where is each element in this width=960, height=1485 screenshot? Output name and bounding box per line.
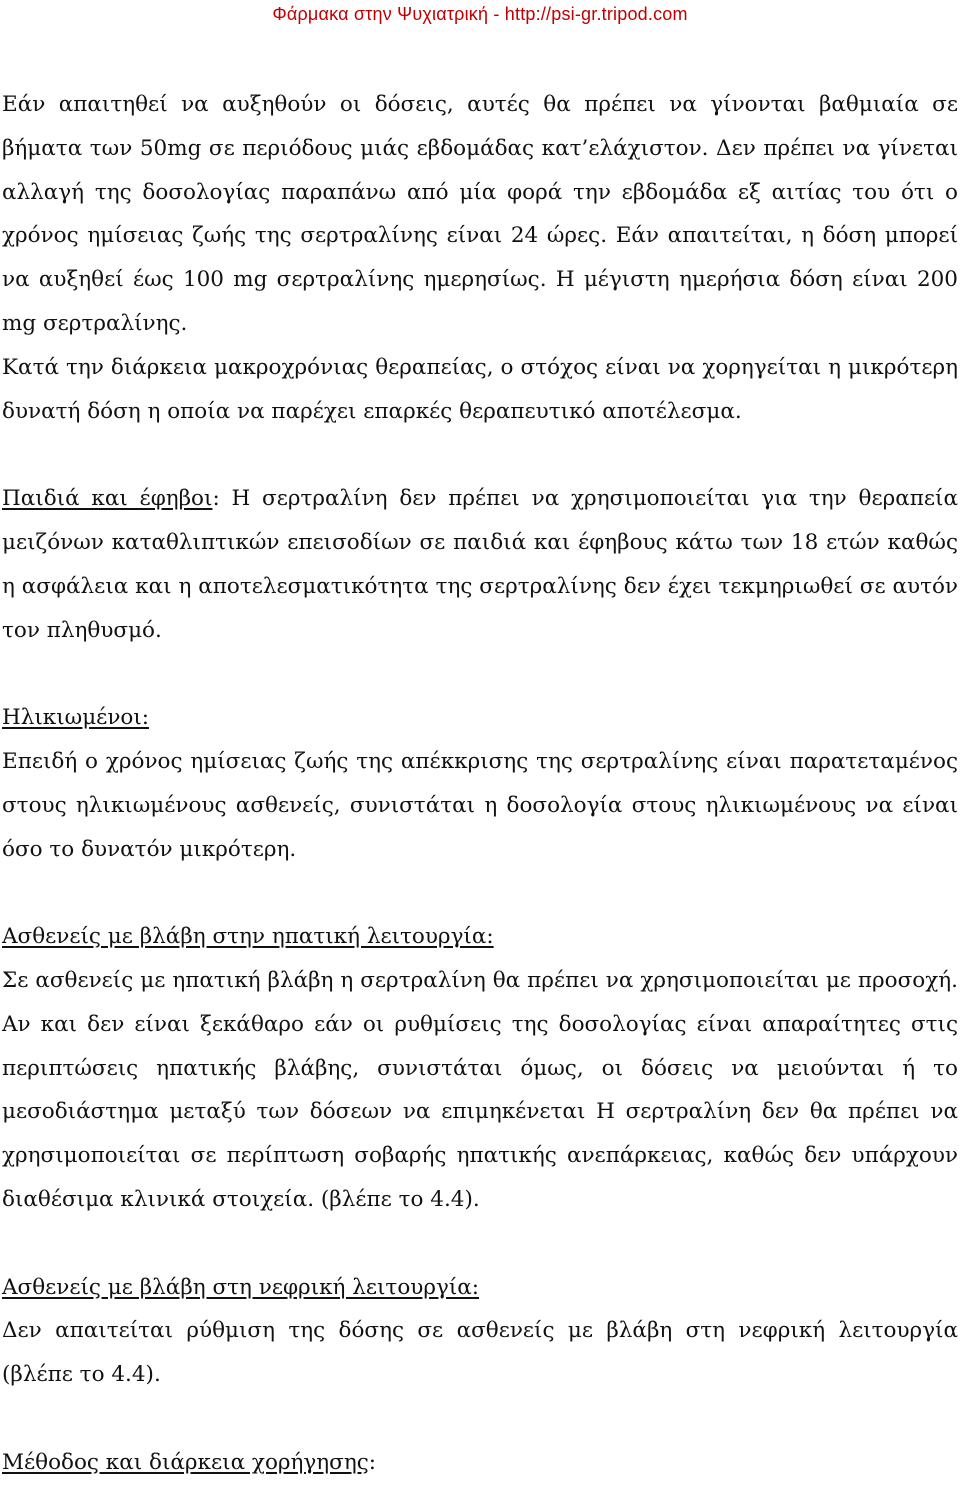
children-text: Η σερτραλίνη δεν πρέπει να χρησιμοποιείται για την θεραπεία μειζόνων καταθλιπτικών επεισοδίων σε παιδιά και έφηβους κάτω των 18 ετών καθώς η ασφάλεια και η αποτελεσματικότητα της σερτραλίνης δεν έχει τεκμηριωθεί σε αυτόν τον πληθυσμό. [2,486,958,643]
hepatic-text: Σε ασθενείς με ηπατική βλάβη η σερτραλίνη θα πρέπει να χρησιμοποιείται με προσοχή. Αν και δεν είναι ξεκάθαρο εάν οι ρυθμίσεις της δοσολογίας είναι απαραίτητες στις περιπτώσεις ηπατικής βλάβης, συνιστάται όμως, οι δόσεις να μειούνται ή το μεσοδιάστημα μεταξύ των δόσεων να επιμηκένεται Η σερτραλίνη δεν θα πρέπει να χρησιμοποιείται σε περίπτωση σοβαρής ηπατικής ανεπάρκειας, καθώς δεν υπάρχουν διαθέσιμα κλινικά στοιχεία. (βλέπε το 4.4). [2,967,958,1212]
spacer [2,871,958,915]
children-heading: Παιδιά και έφηβοι [2,486,213,512]
method-heading: Μέθοδος και διάρκεια χορήγησης [2,1449,369,1475]
spacer [2,1397,958,1441]
method-section [2,1441,958,1485]
spacer [2,652,958,696]
long-term-therapy-paragraph: Κατά την διάρκεια μακροχρόνιας θεραπείας, ο στόχος είναι να χορηγείται η μικρότερη δυνατή δόση η οποία να παρέχει επαρκές θεραπευτικό αποτέλεσμα. [2,354,958,424]
renal-text: Δεν απαιτείται ρύθμιση της δόσης σε ασθενείς με βλάβη στη νεφρική λειτουργία (βλέπε το 4.4). [2,1318,958,1388]
dosage-increase-paragraph: Εάν απαιτηθεί να αυξηθούν οι δόσεις, αυτές θα πρέπει να γίνονται βαθμιαία σε βήματα των 50mg σε περιόδους μιάς εβδομάδας κατ’ελάχιστον. Δεν πρέπει να γίνεται αλλαγή της δοσολογίας παραπάνω από μία φορά την εβδομάδα εξ αιτίας του ότι ο χρόνος ημίσειας ζωής της σερτραλίνης είναι 24 ώρες. Εάν απαιτείται, η δόση μπορεί να αυξηθεί έως 100 mg σερτραλίνης ημερησίως. Η μέγιστη ημερήσια δόση είναι 200 mg σερτραλίνης. [2,92,958,336]
elderly-section [2,696,958,740]
elderly-text: Επειδή ο χρόνος ημίσειας ζωής της απέκκρισης της σερτραλίνης είναι παρατεταμένος στους ηλικιωμένους ασθενείς, συνιστάται η δοσολογία στους ηλικιωμένους να είναι όσο το δυνατόν μικρότερη. [2,748,958,862]
children-heading-colon: : [212,486,220,512]
hepatic-heading: Ασθενείς με βλάβη στην ηπατική λειτουργία: [2,924,494,950]
spacer [2,433,958,477]
renal-heading: Ασθενείς με βλάβη στη νεφρική λειτουργία: [2,1274,480,1300]
method-heading-colon: : [368,1449,376,1475]
renal-section [2,1266,958,1310]
page-header-title: Φάρμακα στην Ψυχιατρική - http://psi-gr.tripod.com [272,4,688,24]
elderly-heading: Ηλικιωμένοι: [2,705,150,731]
document-body [2,83,958,1485]
children-section [2,477,958,652]
hepatic-section [2,915,958,959]
spacer [2,1222,958,1266]
